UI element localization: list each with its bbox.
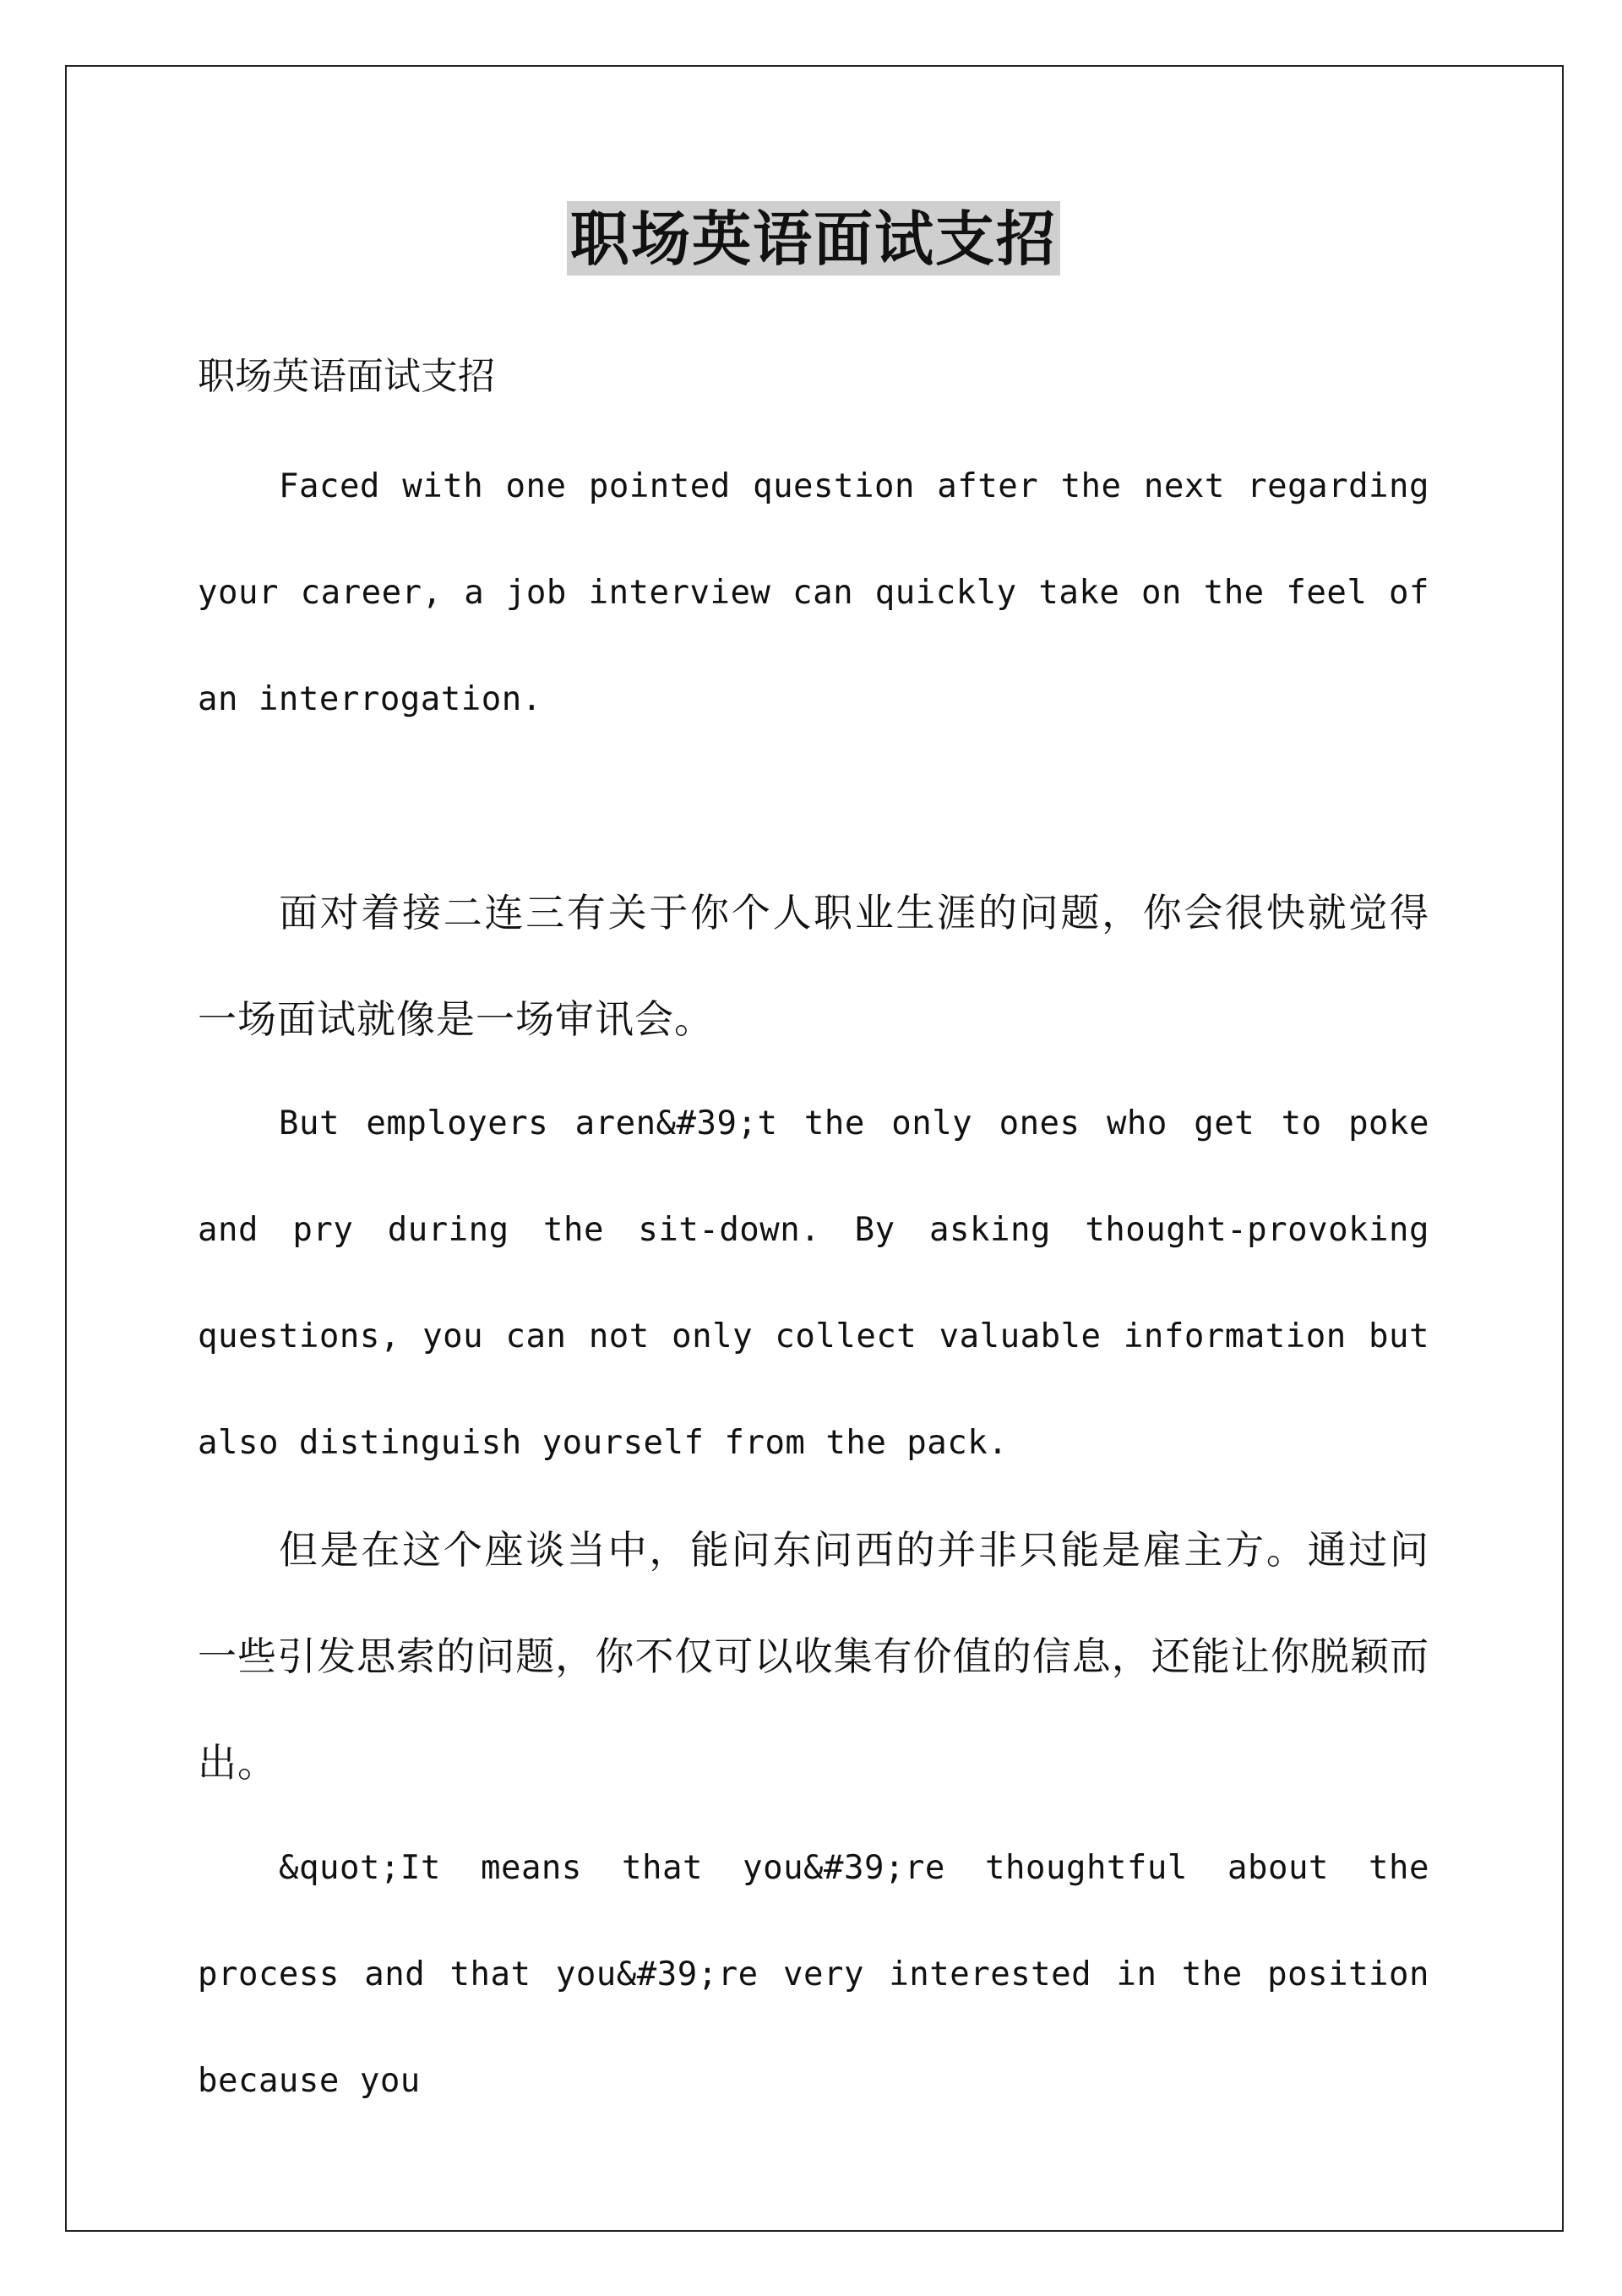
paragraph-5-english: &quot;It means that you&#39;re thoughtful about the process and that you&#39;re very interested in the position because you [198,1849,1429,2100]
paragraph-2-chinese: 面对着接二连三有关于你个人职业生涯的问题，你会很快就觉得一场面试就像是一场审讯会。 [198,890,1429,1042]
paragraph-4-chinese: 但是在这个座谈当中，能问东问西的并非只能是雇主方。通过问一些引发思索的问题，你不仅可以收集有价值的信息，还能让你脱颖而出。 [198,1527,1429,1786]
document-subtitle: 职场英语面试支招 [198,355,495,398]
paragraph-1-english: Faced with one pointed question after the next regarding your career, a job interview can quickly take on the feel of an interrogation. [198,467,1429,718]
paragraph-3-english: But employers aren&#39;t the only ones who get to poke and pry during the sit-down. By asking thought-provoking questions, you can not only collect valuable information but also distinguish yourself from the pack. [198,1104,1429,1462]
title-container [198,201,1429,275]
document-title: 职场英语面试支招 [567,201,1060,275]
